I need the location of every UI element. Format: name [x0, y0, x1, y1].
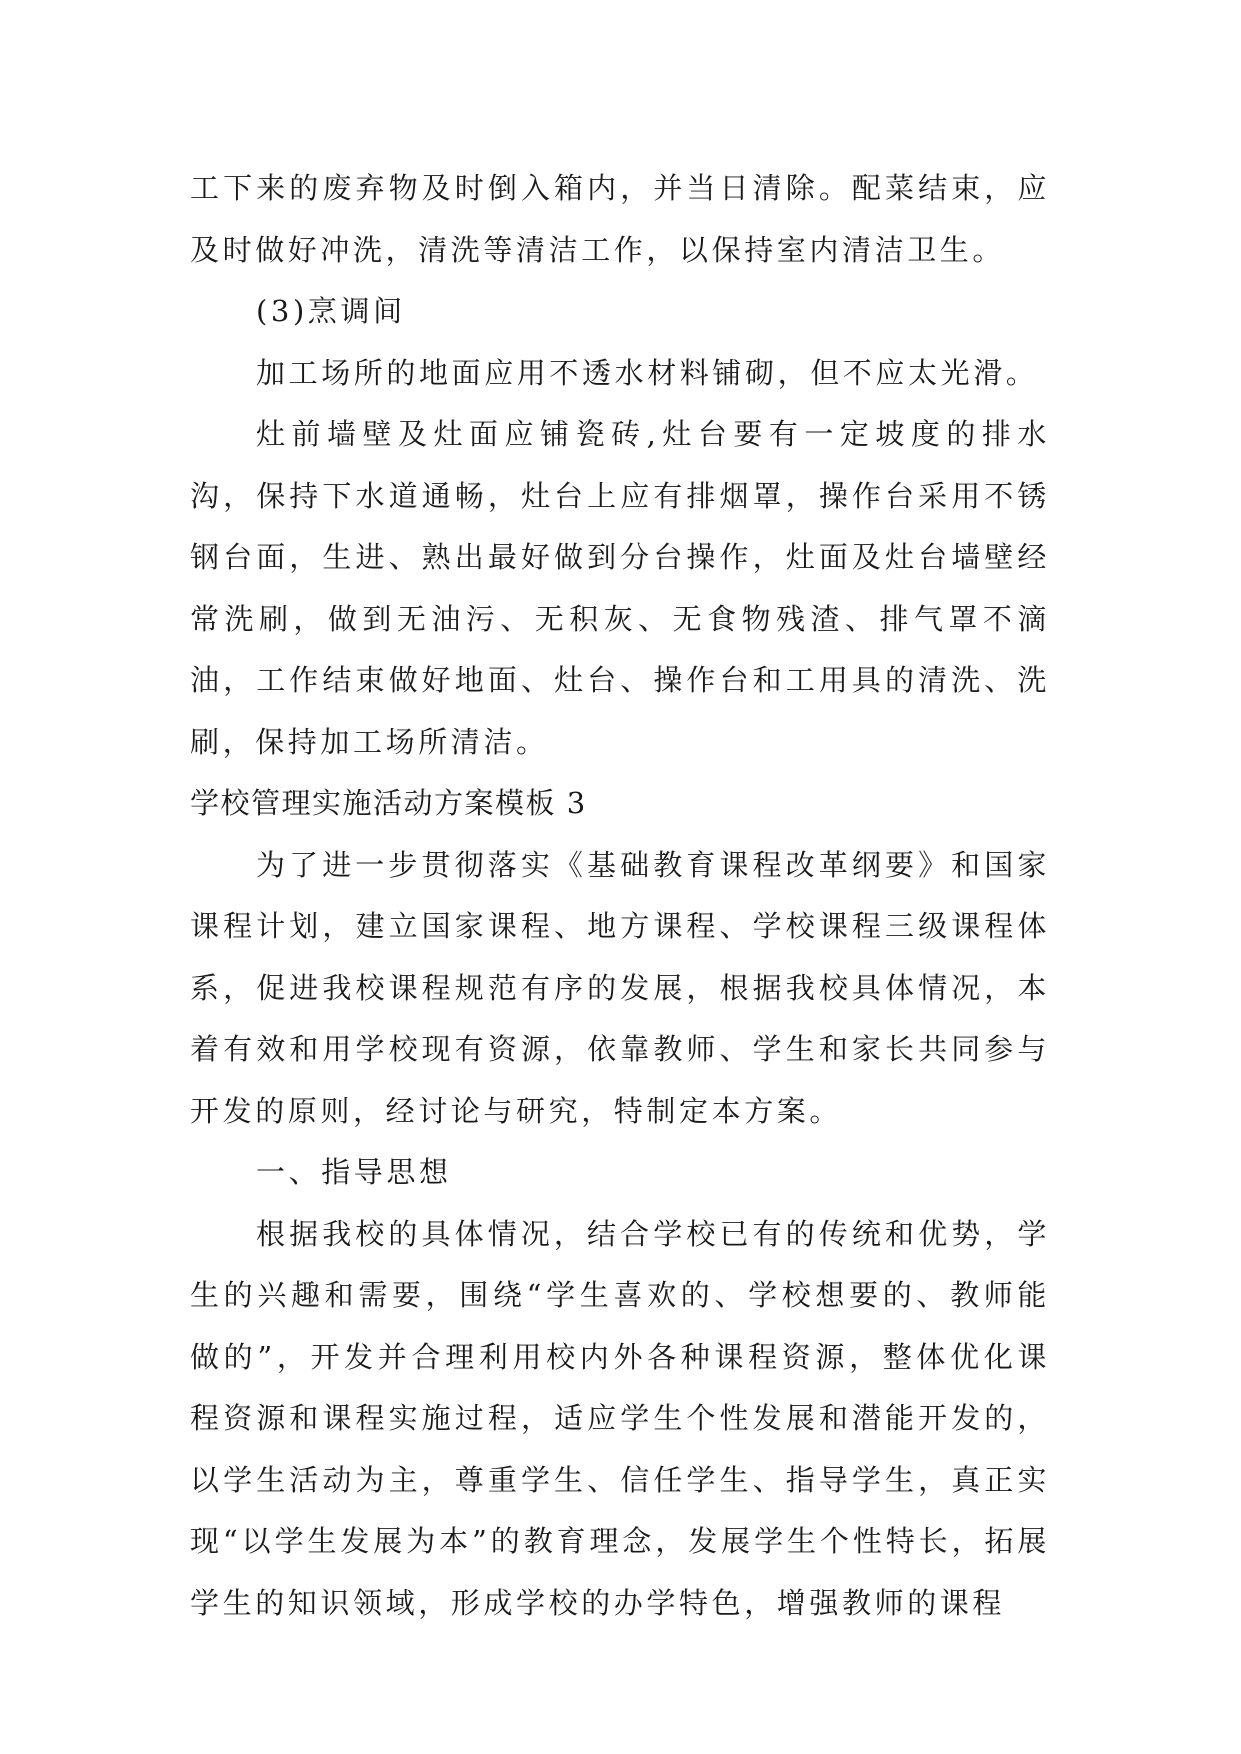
paragraph-waste-disposal: 工下来的废弃物及时倒入箱内，并当日清除。配菜结束，应及时做好冲洗，清洗等清洁工作，以保持室内清洁卫生。	[190, 171, 1050, 267]
document-body	[190, 158, 1050, 1634]
subheading-cooking-room: (3)烹调间	[256, 294, 406, 328]
paragraph-floor-material: 加工场所的地面应用不透水材料铺砌，但不应太光滑。	[256, 355, 1039, 390]
paragraph-introduction: 为了进一步贯彻落实《基础教育课程改革纲要》和国家课程计划，建立国家课程、地方课程、学校课程三级课程体系，促进我校课程规范有序的发展，根据我校具体情况，本着有效和用学校现有资源，依靠教师、学生和家长共同参与开发的原则，经讨论与研究，特制定本方案。	[190, 847, 1050, 1128]
subheading-guiding-ideology: 一、指导思想	[256, 1155, 452, 1189]
paragraph-stove-wall: 灶前墙壁及灶面应铺瓷砖,灶台要有一定坡度的排水沟，保持下水道通畅，灶台上应有排烟罩，操作台采用不锈钢台面，生进、熟出最好做到分台操作，灶面及灶台墙壁经常洗刷，做到无油污、无积灰、无食物残渣、排气罩不滴油，工作结束做好地面、灶台、操作台和工用具的清洗、洗刷，保持加工场所清洁。	[190, 417, 1050, 759]
paragraph-guiding-ideology: 根据我校的具体情况，结合学校已有的传统和优势，学生的兴趣和需要，围绕“学生喜欢的、学校想要的、教师能做的”，开发并合理利用校内外各种课程资源，整体优化课程资源和课程实施过程，适应学生个性发展和潜能开发的，以学生活动为主，尊重学生、信任学生、指导学生，真正实现“以学生发展为本”的教育理念，发展学生个性特长，拓展学生的知识领域，形成学校的办学特色，增强教师的课程	[190, 1216, 1050, 1620]
section-heading-template-3: 学校管理实施活动方案模板 3	[190, 786, 587, 820]
